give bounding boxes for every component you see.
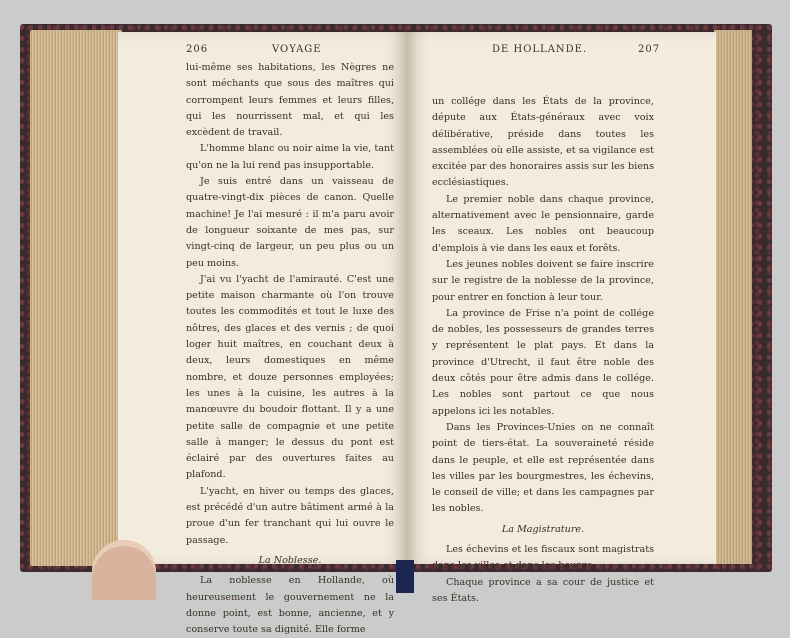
page-edges-right: [714, 30, 752, 564]
paragraph: La noblesse en Hollande, où heureusement le gouvernement ne la donne point, est bonne, ancienne, et y conserve toute sa dignité. Elle forme: [186, 575, 394, 636]
paragraph: La province de Frise n'a point de collége de nobles, les possesseurs de grandes terres y représentent le plat pays. Et dans la province d'Utrecht, il faut être noble des deux côtés pour être admis dans le collége. Les nobles sont partout ce que nous appelons ici les notables.: [432, 307, 654, 417]
bookmark-ribbon: [396, 560, 414, 593]
section-title: La Noblesse.: [258, 554, 322, 566]
paragraph: Je suis entré dans un vaisseau de quatre-vingt-dix pièces de canon. Quelle machine! Je l'ai mesuré : il m'a paru avoir de longueur soixante de mes pas, sur vingt-cinq de largeur, un peu plus ou un peu moins.: [186, 176, 394, 269]
paragraph: J'ai vu l'yacht de l'amirauté. C'est une petite maison charmante où l'on trouve toutes les commodités et tout le luxe des nôtres, des glaces et des vernis ; de quoi loger huit maîtres, en couchant deux à deux, leurs domestiques en même nombre, et douze personnes employées; les unes à la cuisine, les autres à la manœuvre du boudoir flottant. Il y a une petite salle de compagnie et une petite salle à manger; le dessus du pont est éclairé par des ouvertures faites au plafond.: [186, 273, 394, 481]
paragraph: Dans les Provinces-Unies on ne connaît point de tiers-état. La souveraineté réside dans le peuple, et elle est représentée dans les villes par les bourgmestres, les échevins, le conseil de ville; et dans les campagnes par les nobles.: [432, 421, 654, 515]
left-page-number: 206: [186, 44, 209, 55]
right-running-head: DE HOLLANDE.: [492, 44, 588, 55]
right-page-text: [432, 94, 654, 607]
page-edges-left: [30, 30, 122, 566]
paragraph: un collége dans les États de la province, députe aux États-généraux avec voix délibérative, préside dans toutes les assemblées où elle assiste, et sa vigilance est excitée par des honoraires assis sur les biens ecclésiastiques.: [432, 96, 654, 189]
paragraph: Chaque province a sa cour de justice et ses États.: [432, 576, 654, 604]
right-page-number: 207: [638, 44, 661, 55]
left-page-text: [186, 60, 394, 638]
paragraph: L'homme blanc ou noir aime la vie, tant qu'on ne la lui rend pas insupportable.: [186, 143, 394, 171]
paragraph: Les échevins et les fiscaux sont magistrats dans les villes et dans les bourgs.: [432, 544, 654, 572]
paragraph: Les jeunes nobles doivent se faire inscrire sur le registre de la noblesse de la province, pour entrer en fonction à leur tour.: [432, 258, 654, 303]
paragraph: L'yacht, en hiver ou temps des glaces, est précédé d'un autre bâtiment armé à la proue d'un fer tranchant qui lui ouvre le passage.: [186, 485, 394, 546]
paragraph: Le premier noble dans chaque province, alternativement avec le pensionnaire, garde les sceaux. Les nobles ont beaucoup d'emplois à vie dans les eaux et forêts.: [432, 193, 654, 254]
section-title: La Magistrature.: [501, 523, 585, 535]
thumb: [92, 540, 156, 600]
left-running-head: VOYAGE: [272, 44, 322, 55]
paragraph: lui-même ses habitations, les Nègres ne sont méchants que sous des maîtres qui corrompent leurs femmes et leurs filles, qui les nourrissent mal, et qui les excèdent de travail.: [186, 62, 394, 139]
